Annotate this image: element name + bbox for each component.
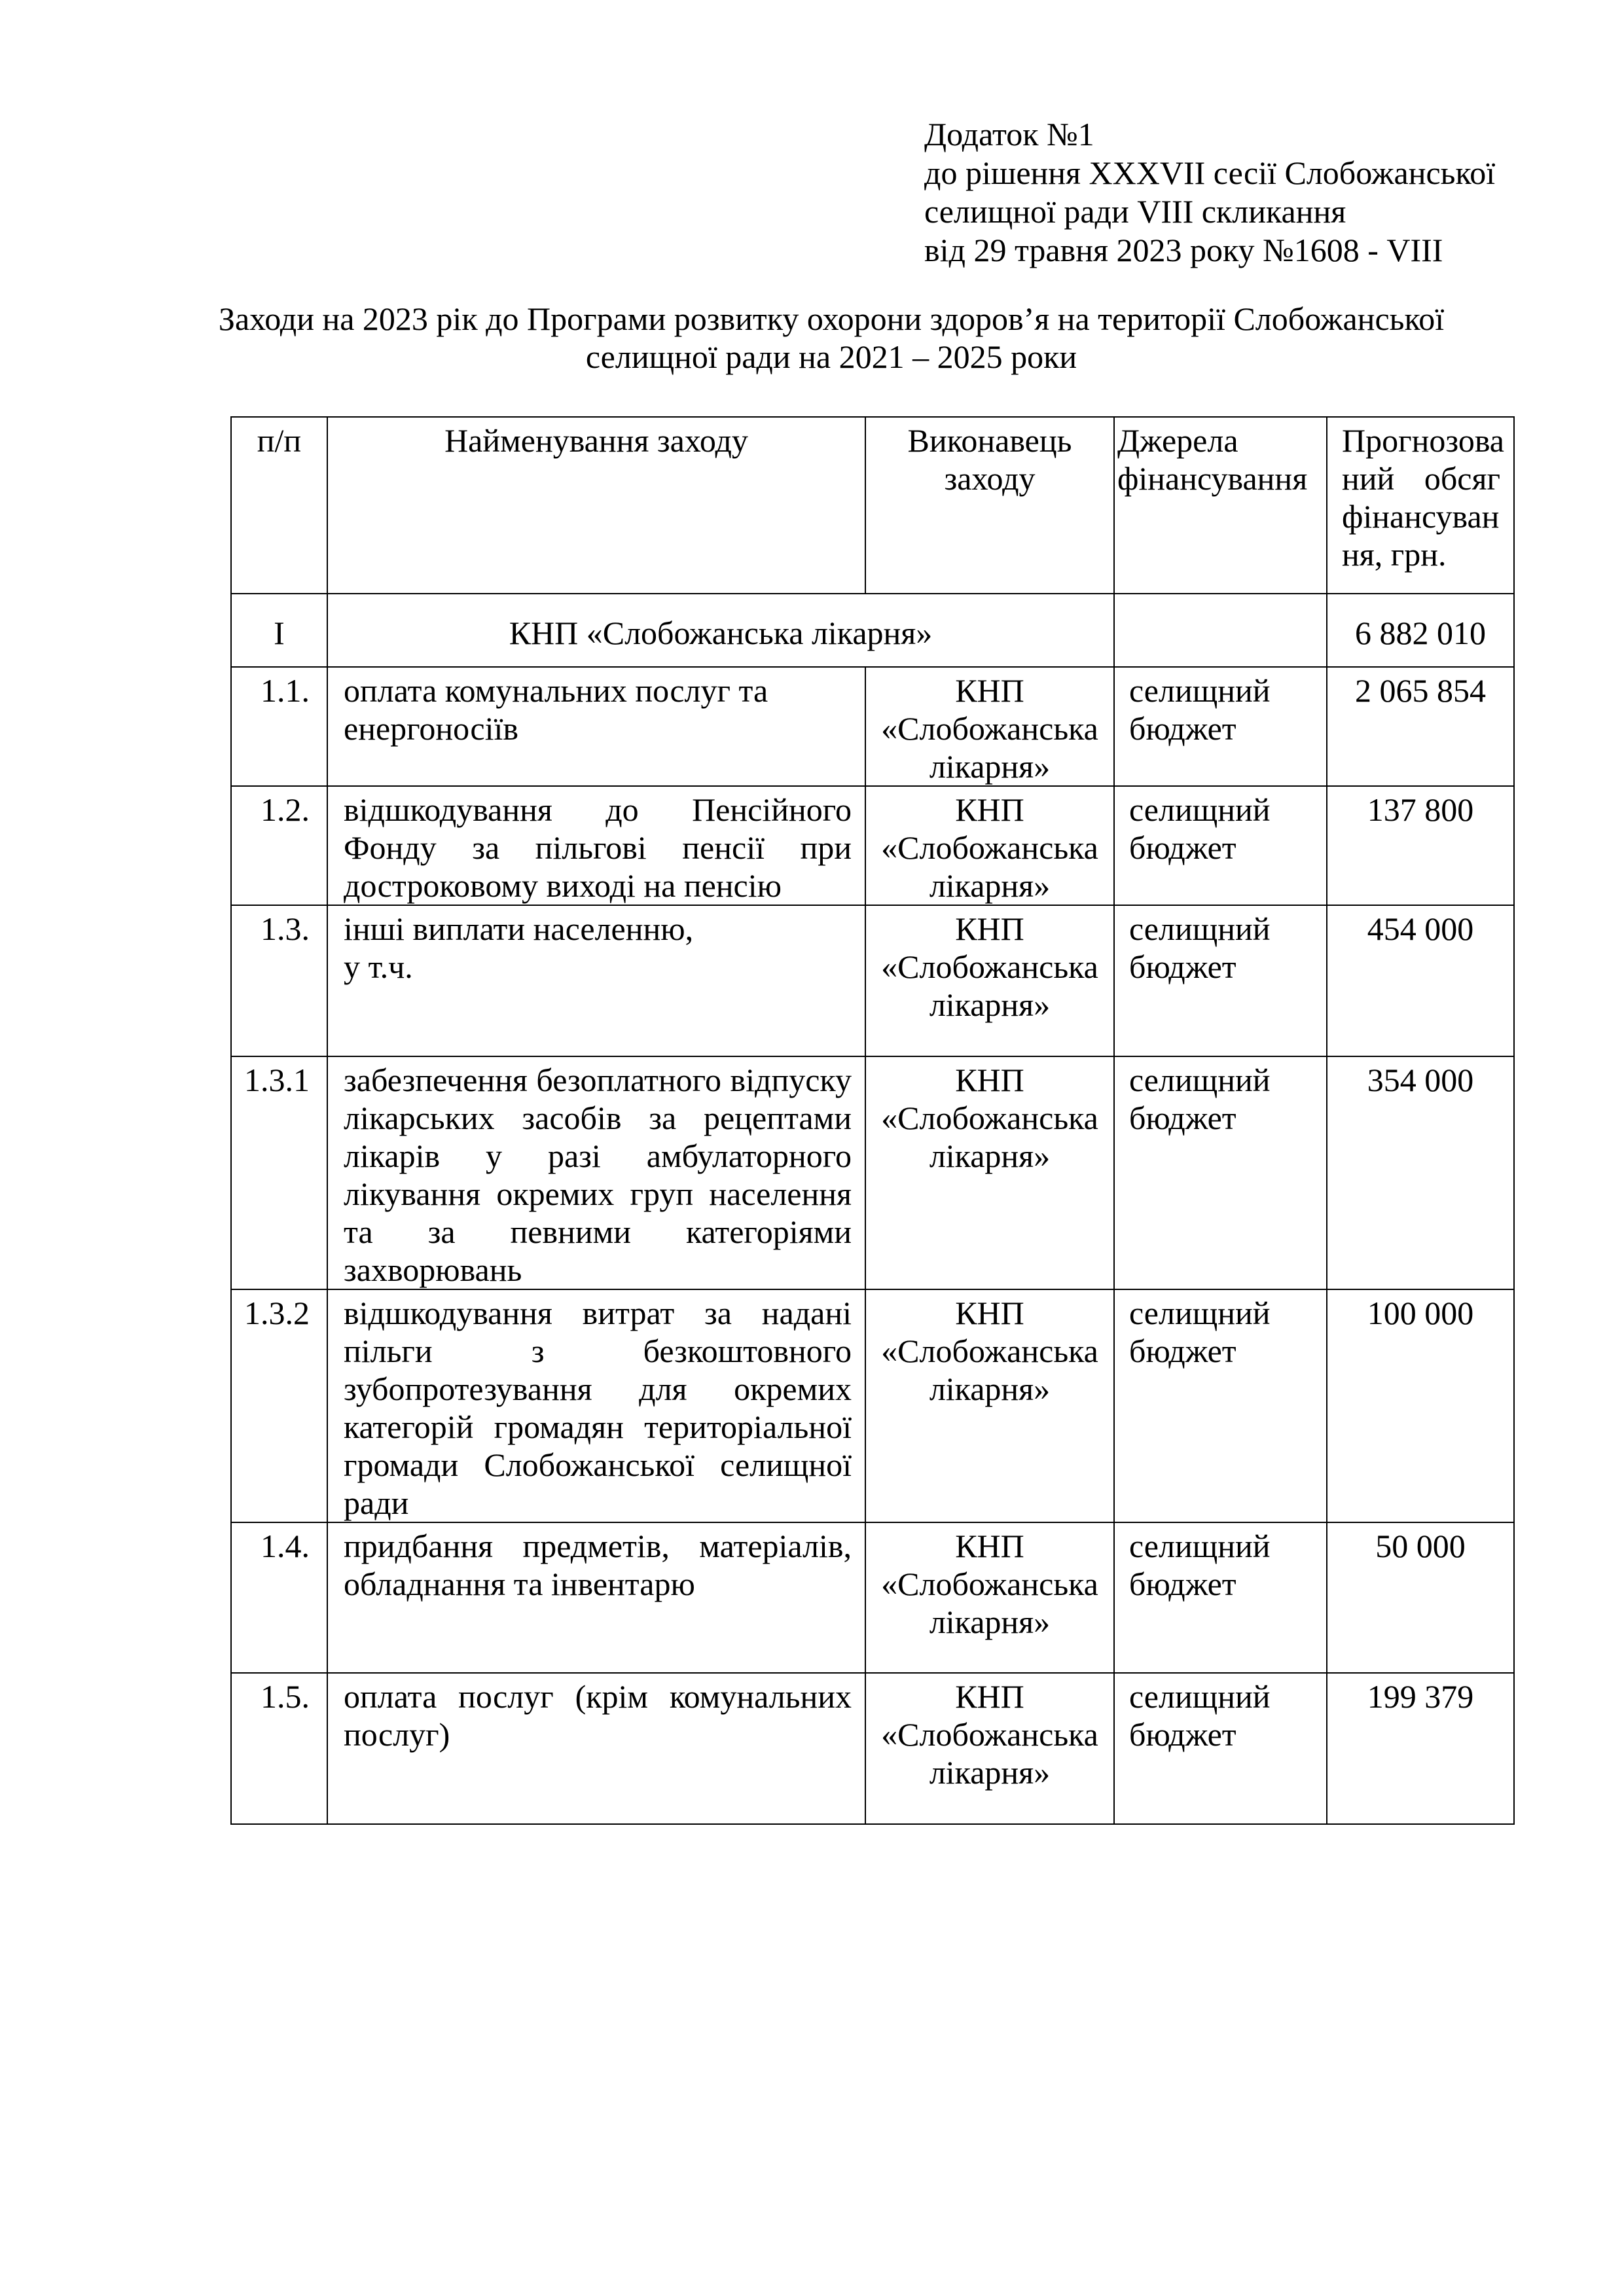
row-name-line: енергоносіїв <box>344 710 518 747</box>
table-row <box>231 1289 1514 1522</box>
document-title-line-1: Заходи на 2023 рік до Програми розвитку охорони здоров’я на території Слобожанської <box>218 300 1445 337</box>
header-amount-line-1: Прогнозова <box>1342 422 1504 459</box>
row-name-line: оплата послуг (крім комунальних <box>344 1678 852 1715</box>
row-funding-source <box>1114 905 1327 1056</box>
section-source <box>1114 594 1327 667</box>
executor-line: КНП <box>955 1295 1024 1331</box>
row-measure-name <box>327 905 865 1056</box>
row-number: 1.3.2 <box>231 1289 327 1522</box>
executor-line: лікарня» <box>929 986 1051 1023</box>
table-header-row <box>231 417 1514 594</box>
appendix-date-number: від 29 травня 2023 року №1608 - VIII <box>924 232 1443 268</box>
executor-line: лікарня» <box>929 1754 1051 1791</box>
source-line: бюджет <box>1129 829 1236 866</box>
header-funding-source <box>1114 417 1327 594</box>
row-number: 1.4. <box>231 1522 327 1673</box>
appendix-block <box>924 115 1495 270</box>
executor-line: КНП <box>955 1528 1024 1564</box>
appendix-title: Додаток №1 <box>924 116 1094 152</box>
executor-line: лікарня» <box>929 1604 1051 1640</box>
document-title <box>196 300 1466 376</box>
executor-line: «Слобожанська <box>881 1100 1098 1136</box>
row-amount: 454 000 <box>1327 905 1514 1056</box>
source-line: селищний <box>1129 1678 1271 1715</box>
executor-line: «Слобожанська <box>881 948 1098 985</box>
row-name-line: лікування окремих груп населення <box>344 1175 852 1212</box>
table-row <box>231 905 1514 1056</box>
header-executor <box>865 417 1114 594</box>
row-amount: 50 000 <box>1327 1522 1514 1673</box>
row-number: 1.1. <box>231 667 327 786</box>
appendix-decision: до рішення XXXVII сесії Слобожанської <box>924 154 1496 191</box>
row-name-line: пільги з безкоштовного <box>344 1333 852 1369</box>
document-title-line-2: селищної ради на 2021 – 2025 роки <box>585 338 1077 375</box>
row-funding-source <box>1114 786 1327 905</box>
row-name-line: відшкодування витрат за надані <box>344 1295 852 1331</box>
row-name-line: обладнання та інвентарю <box>344 1566 695 1602</box>
row-name-line: інші виплати населенню, <box>344 910 694 947</box>
row-amount: 199 379 <box>1327 1673 1514 1824</box>
header-number: п/п <box>231 417 327 594</box>
source-line: бюджет <box>1129 1716 1236 1753</box>
source-line: селищний <box>1129 672 1271 709</box>
row-amount: 2 065 854 <box>1327 667 1514 786</box>
row-name-line: та за певними категоріями <box>344 1213 852 1250</box>
measures-table <box>230 416 1515 1825</box>
row-name-line: придбання предметів, матеріалів, <box>344 1528 852 1564</box>
header-amount-line-2: ний обсяг <box>1342 460 1500 497</box>
source-line: селищний <box>1129 791 1271 828</box>
table-row <box>231 667 1514 786</box>
row-name-line: лікарів у разі амбулаторного <box>344 1138 852 1174</box>
source-line: селищний <box>1129 1295 1271 1331</box>
row-executor <box>865 1522 1114 1673</box>
header-executor-line-1: Виконавець <box>907 422 1072 459</box>
source-line: селищний <box>1129 910 1271 947</box>
executor-line: лікарня» <box>929 748 1051 785</box>
source-line: селищний <box>1129 1528 1271 1564</box>
row-measure-name <box>327 1289 865 1522</box>
row-executor <box>865 1056 1114 1289</box>
row-name-line: ради <box>344 1484 409 1521</box>
table-row <box>231 1056 1514 1289</box>
header-measure-name: Найменування заходу <box>327 417 865 594</box>
executor-line: КНП <box>955 672 1024 709</box>
row-name-line: захворювань <box>344 1251 522 1288</box>
row-executor <box>865 1289 1114 1522</box>
header-amount-line-4: ня, грн. <box>1342 536 1447 573</box>
section-amount: 6 882 010 <box>1327 594 1514 667</box>
row-amount: 137 800 <box>1327 786 1514 905</box>
row-name-line: категорій громадян територіальної <box>344 1408 852 1445</box>
executor-line: лікарня» <box>929 1371 1051 1407</box>
row-name-line: послуг) <box>344 1716 450 1753</box>
row-number: 1.3. <box>231 905 327 1056</box>
executor-line: «Слобожанська <box>881 829 1098 866</box>
row-name-line: громади Слобожанської селищної <box>344 1446 852 1483</box>
row-executor <box>865 1673 1114 1824</box>
row-measure-name <box>327 1673 865 1824</box>
header-executor-line-2: заходу <box>944 460 1036 497</box>
row-measure-name <box>327 667 865 786</box>
table-row <box>231 1522 1514 1673</box>
row-executor <box>865 667 1114 786</box>
executor-line: КНП <box>955 910 1024 947</box>
source-line: бюджет <box>1129 710 1236 747</box>
executor-line: лікарня» <box>929 867 1051 904</box>
executor-line: «Слобожанська <box>881 710 1098 747</box>
executor-line: КНП <box>955 791 1024 828</box>
row-name-line: відшкодування до Пенсійного <box>344 791 852 828</box>
header-source-line-1: Джерела <box>1117 422 1238 459</box>
section-row <box>231 594 1514 667</box>
row-funding-source <box>1114 1289 1327 1522</box>
header-forecast-amount <box>1327 417 1514 594</box>
executor-line: КНП <box>955 1678 1024 1715</box>
executor-line: лікарня» <box>929 1138 1051 1174</box>
section-name: КНП «Слобожанська лікарня» <box>327 594 1114 667</box>
source-line: селищний <box>1129 1062 1271 1098</box>
row-name-line: у т.ч. <box>344 948 413 985</box>
source-line: бюджет <box>1129 1100 1236 1136</box>
row-measure-name <box>327 1522 865 1673</box>
header-source-line-2: фінансування <box>1117 460 1308 497</box>
row-executor <box>865 786 1114 905</box>
source-line: бюджет <box>1129 1333 1236 1369</box>
row-number: 1.5. <box>231 1673 327 1824</box>
row-name-line: достроковому виході на пенсію <box>344 867 782 904</box>
executor-line: КНП <box>955 1062 1024 1098</box>
row-executor <box>865 905 1114 1056</box>
row-number: 1.2. <box>231 786 327 905</box>
row-number: 1.3.1 <box>231 1056 327 1289</box>
row-funding-source <box>1114 667 1327 786</box>
row-measure-name <box>327 786 865 905</box>
section-number: І <box>231 594 327 667</box>
executor-line: «Слобожанська <box>881 1566 1098 1602</box>
row-amount: 100 000 <box>1327 1289 1514 1522</box>
header-amount-line-3: фінансуван <box>1342 498 1500 535</box>
row-funding-source <box>1114 1522 1327 1673</box>
executor-line: «Слобожанська <box>881 1716 1098 1753</box>
executor-line: «Слобожанська <box>881 1333 1098 1369</box>
source-line: бюджет <box>1129 948 1236 985</box>
appendix-council: селищної ради VIII скликання <box>924 193 1346 230</box>
row-funding-source <box>1114 1673 1327 1824</box>
row-name-line: Фонду за пільгові пенсії при <box>344 829 852 866</box>
row-measure-name <box>327 1056 865 1289</box>
row-name-line: оплата комунальних послуг та <box>344 672 768 709</box>
table-row <box>231 786 1514 905</box>
row-name-line: зубопротезування для окремих <box>344 1371 852 1407</box>
row-name-line: забезпечення безоплатного відпуску <box>344 1062 852 1098</box>
row-name-line: лікарських засобів за рецептами <box>344 1100 852 1136</box>
table-row <box>231 1673 1514 1824</box>
source-line: бюджет <box>1129 1566 1236 1602</box>
row-funding-source <box>1114 1056 1327 1289</box>
row-amount: 354 000 <box>1327 1056 1514 1289</box>
